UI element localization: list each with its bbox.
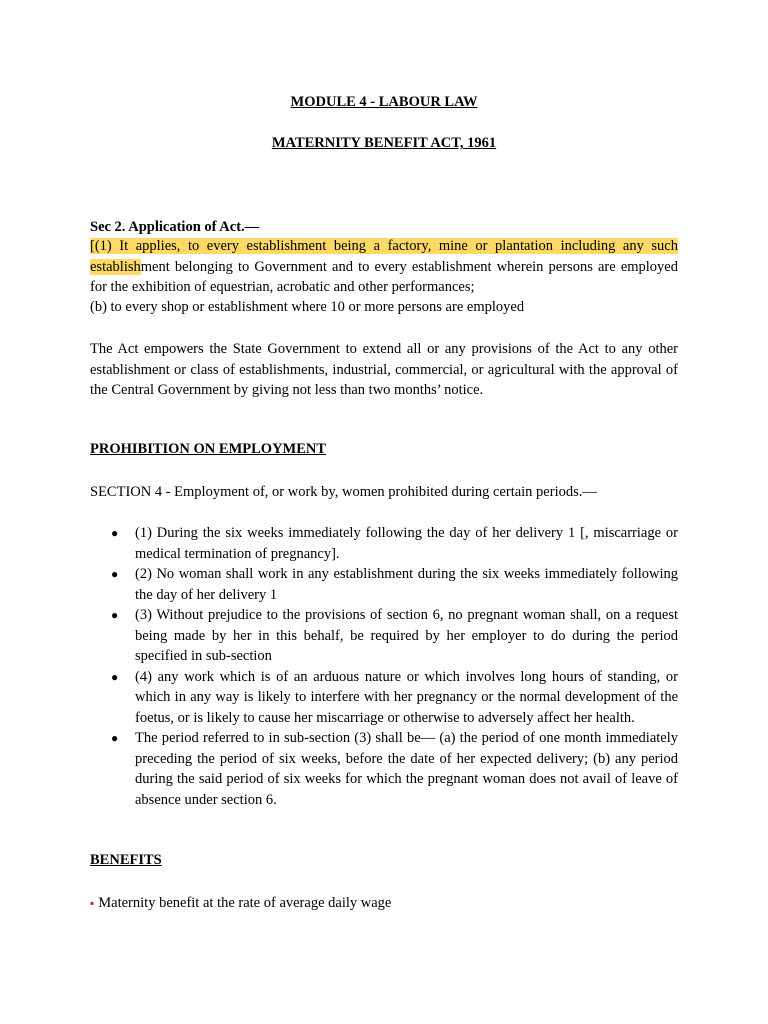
list-item: ● (3) Without prejudice to the provisions of section 6, no pregnant woman shall, on a request being made by her in this behalf, be required by her employer to do during the period specified in sub-section [111, 607, 678, 664]
act-title: MATERNITY BENEFIT ACT, 1961 [271, 135, 497, 151]
sec2-heading: Sec 2. Application of Act.— [90, 219, 260, 235]
prohibition-heading: PROHIBITION ON EMPLOYMENT [90, 441, 327, 457]
bullet-icon: ● [111, 669, 119, 684]
paragraph-text: ment belonging to Government and to every establishment wherein persons are employed for the exhibition of equestrian, acrobatic and other performances; [90, 258, 678, 295]
benefits-heading: BENEFITS [90, 852, 162, 868]
bullet-icon: ● [111, 608, 119, 622]
list-item: ● The period referred to in sub-section (3) shall be— (a) the period of one month immediately preceding the period of six weeks, before the date of her expected delivery; (b) any period during the said period of six weeks for which the pregnant woman does not avail of leave of absence under section 6. [111, 730, 678, 808]
bullet-icon: ● [111, 526, 119, 540]
list-item: ● (2) No woman shall work in any establishment during the six weeks immediately following the day of her delivery 1 [111, 566, 678, 603]
sec2-paragraph-b: (b) to every shop or establishment where 10 or more persons are employed [90, 299, 525, 315]
highlighted-text: [(1) It applies, to every establishment being a factory, mine or plantation including any such establish [90, 238, 678, 275]
section4-line: SECTION 4 - Employment of, or work by, women prohibited during certain periods.— [90, 484, 597, 500]
square-bullet-icon: ▪ [90, 896, 95, 910]
module-title: MODULE 4 - LABOUR LAW [290, 94, 478, 110]
list-item: ● (1) During the six weeks immediately following the day of her delivery 1 [, miscarriage or medical termination of pregnancy]. [111, 525, 678, 562]
bullet-icon: ● [111, 731, 119, 745]
benefits-item: ▪ Maternity benefit at the rate of average daily wage [90, 895, 392, 911]
prohibition-list [90, 523, 678, 810]
list-item: ● (4) any work which is of an arduous nature or which involves long hours of standing, or which in any way is likely to interfere with her pregnancy or the normal development of the foetus, or is likely to cause her miscarriage or otherwise to adversely affect her health. [111, 668, 678, 726]
sec2-paragraph-2: The Act empowers the State Government to extend all or any provisions of the Act to any other establishment or class of establishments, industrial, commercial, or agricultural with the approval of the Central Government by giving not less than two months’ notice. [90, 341, 678, 398]
bullet-icon: ● [111, 567, 119, 581]
sec2-paragraph-1 [90, 236, 678, 298]
